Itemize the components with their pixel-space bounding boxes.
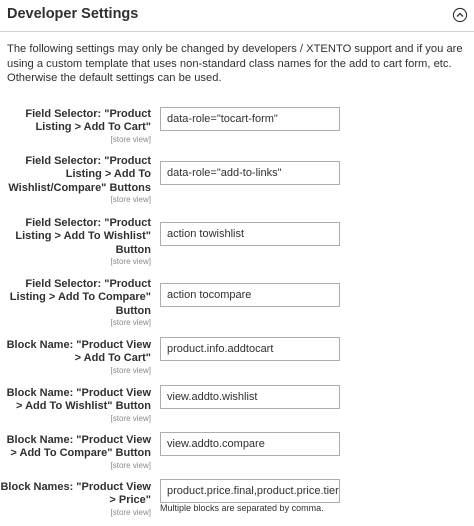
chevron-up-circle-icon[interactable] xyxy=(452,7,468,23)
field-label xyxy=(0,155,151,205)
listing-wishlist-selector-input[interactable]: action towishlist xyxy=(160,222,340,246)
field-label xyxy=(0,217,151,267)
product-view-price-blocks-input[interactable]: product.price.final,product.price.tier xyxy=(160,479,340,503)
scope-label: [store view] xyxy=(110,257,151,267)
listing-add-to-cart-selector-input[interactable]: data-role="tocart-form" xyxy=(160,107,340,131)
field-label xyxy=(0,278,151,328)
field-label-text: Field Selector: "Product Listing > Add To Wishlist/Compare" Buttons xyxy=(8,155,151,194)
header-divider xyxy=(0,31,474,32)
scope-label: [store view] xyxy=(110,318,151,328)
scope-label: [store view] xyxy=(110,413,151,423)
scope-label: [store view] xyxy=(110,507,151,517)
product-view-add-to-cart-block-input[interactable]: product.info.addtocart xyxy=(160,337,340,361)
section-header[interactable] xyxy=(0,0,474,30)
field-label xyxy=(0,481,151,518)
listing-compare-selector-input[interactable]: action tocompare xyxy=(160,283,340,307)
scope-label: [store view] xyxy=(110,134,151,144)
field-label-text: Block Name: "Product View > Add To Compare" Button xyxy=(6,434,151,460)
field-label xyxy=(0,339,151,376)
field-label-text: Block Names: "Product View > Price" xyxy=(0,481,151,507)
listing-wishlist-compare-selector-input[interactable]: data-role="add-to-links" xyxy=(160,161,340,185)
section-description: The following settings may only be changed by developers / XTENTO support and if you are using a custom template that uses non-standard class names for the add to cart form, etc. Otherwise the default settings can be used. xyxy=(7,43,463,85)
field-label-text: Field Selector: "Product Listing > Add To Cart" xyxy=(25,108,151,134)
product-view-compare-block-input[interactable]: view.addto.compare xyxy=(160,432,340,456)
field-label-text: Field Selector: "Product Listing > Add To Compare" Button xyxy=(9,278,151,317)
scope-label: [store view] xyxy=(110,195,151,205)
field-note: Multiple blocks are separated by comma. xyxy=(160,503,324,513)
product-view-wishlist-block-input[interactable]: view.addto.wishlist xyxy=(160,385,340,409)
field-label-text: Block Name: "Product View > Add To Cart" xyxy=(6,339,151,365)
field-label xyxy=(0,108,151,145)
field-label-text: Field Selector: "Product Listing > Add To Wishlist" Button xyxy=(15,217,151,256)
section-title: Developer Settings xyxy=(7,6,139,22)
field-label xyxy=(0,387,151,424)
field-label-text: Block Name: "Product View > Add To Wishlist" Button xyxy=(6,387,151,413)
scope-label: [store view] xyxy=(110,460,151,470)
scope-label: [store view] xyxy=(110,365,151,375)
field-label xyxy=(0,434,151,471)
